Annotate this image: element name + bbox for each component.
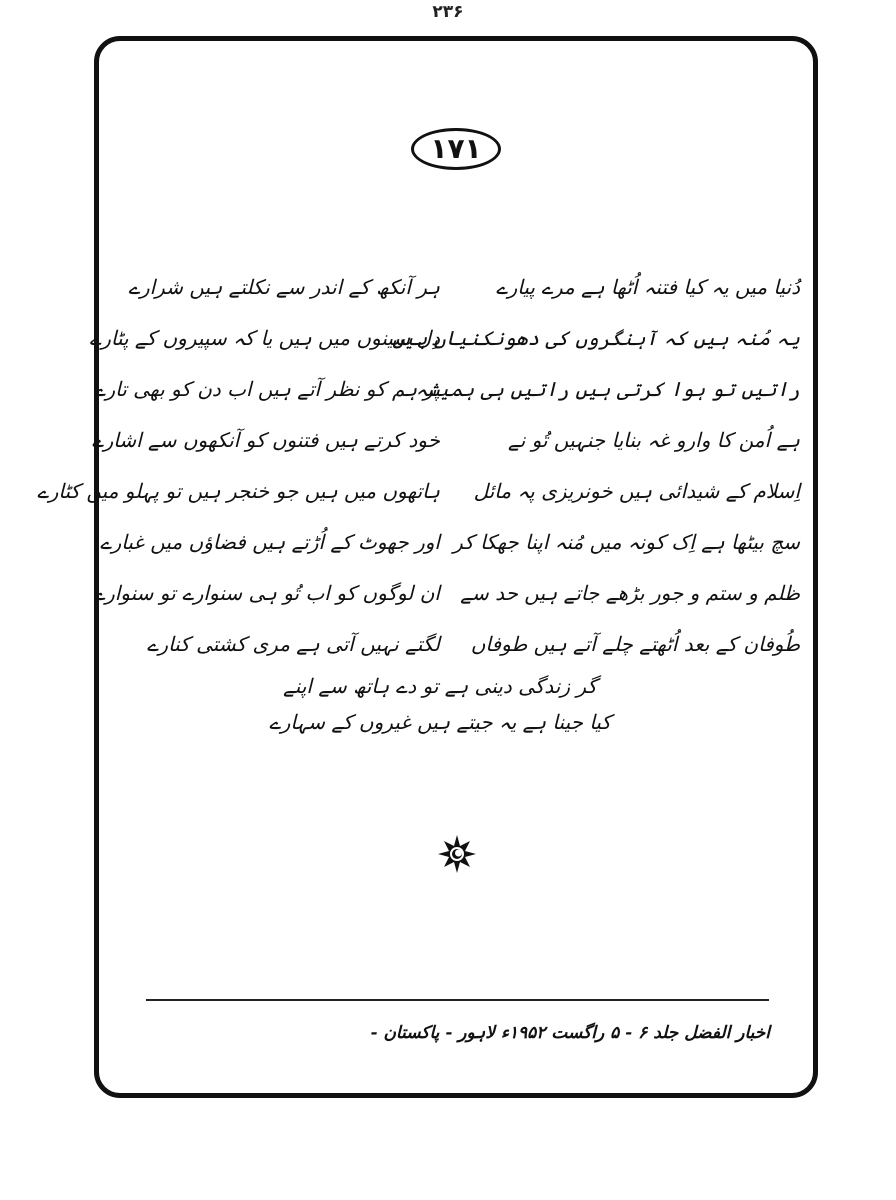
couplet-first-line: اِسلام کے شیدائی ہیں خونریزی پہ مائل	[473, 479, 800, 503]
couplet-second-line: لگتے نہیں آتی ہے مری کشتی کنارے	[146, 632, 440, 656]
footer-divider	[146, 999, 769, 1001]
couplet-first-line: ہے اُمن کا وارو غہ بنایا جنہیں تُو نے	[507, 428, 800, 452]
star-ornament-icon	[437, 834, 477, 874]
couplet	[93, 568, 800, 619]
page-number: ۲۳۶	[432, 2, 464, 22]
couplet-first-line: سچ بیٹھا ہے اِک کونہ میں مُنہ اپنا جھکا کر	[453, 530, 800, 554]
couplet	[130, 619, 800, 670]
couplet-first-line: ظلم و ستم و جور بڑھے جاتے ہیں حد سے	[460, 581, 800, 605]
couplet-first-line: دُنیا میں یہ کیا فتنہ اُٹھا ہے مرے پیارے	[495, 275, 800, 299]
couplet	[93, 364, 800, 415]
couplet-second-line: ان لوگوں کو اب تُو ہی سنوارے تو سنوارے	[93, 581, 440, 605]
couplet-second-line: دِل سینوں میں ہیں یا کہ سپیروں کے پٹارے	[89, 326, 440, 350]
couplet-second-line: پر ہم کو نظر آتے ہیں اب دن کو بھی تارے	[93, 377, 440, 401]
footer-citation: اخبار الفضل جلد ۶ - ۵ راگست ۱۹۵۲ء لاہور - پاکستان -	[370, 1023, 770, 1043]
couplet-first-line: یہ مُنہ ہیں کہ آہنگروں کی دھونکنیاں ہیں	[392, 326, 800, 350]
final-couplet	[160, 668, 720, 740]
couplet-second-line: ہر آنکھ کے اندر سے نکلتے ہیں شرارے	[128, 275, 440, 299]
couplet	[37, 466, 800, 517]
couplet-second-line: اور جھوٹ کے اُڑتے ہیں فضاؤں میں غبارے	[99, 530, 440, 554]
couplet	[91, 415, 800, 466]
poem-couplets	[37, 262, 800, 670]
poem-number-badge: ۱۷۱	[411, 128, 501, 170]
couplet	[130, 262, 800, 313]
couplet	[89, 313, 800, 364]
final-couplet-first-line: گر زندگی دینی ہے تو دے ہاتھ سے اپنے	[283, 674, 597, 698]
final-couplet-second-line: کیا جینا ہے یہ جیتے ہیں غیروں کے سہارے	[269, 710, 611, 734]
couplet-second-line: خود کرتے ہیں فتنوں کو آنکھوں سے اشارے	[91, 428, 440, 452]
couplet-first-line: طُوفان کے بعد اُٹھتے چلے آتے ہیں طوفاں	[470, 632, 800, 656]
couplet	[99, 517, 800, 568]
couplet-second-line: ہاتھوں میں ہیں جو خنجر ہیں تو پہلو میں کٹارے	[37, 479, 440, 503]
couplet-first-line: راتیں تو ہوا کرتی ہیں راتیں ہی ہمیشہ	[415, 377, 800, 401]
